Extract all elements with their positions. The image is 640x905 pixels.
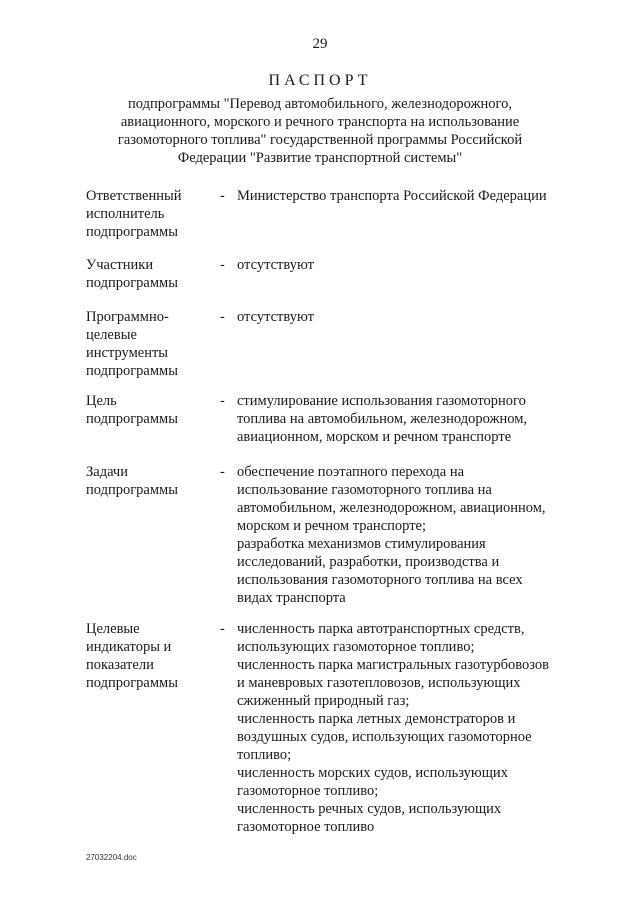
row-label: [86, 256, 216, 292]
value-line: автомобильном, железнодорожном, авиационном,: [237, 500, 546, 516]
label-line: подпрограммы: [86, 482, 178, 498]
row-value: [237, 463, 577, 607]
value-line: авиационном, морском и речном транспорте: [237, 429, 512, 445]
label-line: исполнитель: [86, 206, 165, 222]
value-line: разработка механизмов стимулирования: [237, 536, 486, 552]
value-line: использующих газомоторное топливо;: [237, 639, 475, 655]
value-line: использования газомоторного топлива на всех: [237, 572, 523, 588]
value-line: сжиженный природный газ;: [237, 693, 410, 709]
value-line: исследований, разработки, производства и: [237, 554, 500, 570]
value-line: численность парка летных демонстраторов и: [237, 711, 516, 727]
value-line: численность парка автотранспортных средств,: [237, 621, 525, 637]
value-line: стимулирование использования газомоторного: [237, 393, 526, 409]
row-value: [237, 256, 577, 274]
row-dash: -: [220, 188, 225, 204]
value-line: отсутствуют: [237, 257, 314, 273]
value-line: численность морских судов, использующих: [237, 765, 508, 781]
value-line: численность речных судов, использующих: [237, 801, 502, 817]
row-value: [237, 620, 577, 836]
value-line: обеспечение поэтапного перехода на: [237, 464, 465, 480]
label-line: Участники: [86, 257, 154, 273]
row-value: [237, 187, 577, 205]
row-value: [237, 392, 577, 446]
label-line: подпрограммы: [86, 224, 178, 240]
label-line: подпрограммы: [86, 363, 178, 379]
label-line: индикаторы и: [86, 639, 172, 655]
value-line: морском и речном транспорте;: [237, 518, 426, 534]
label-line: Цель: [86, 393, 117, 409]
label-line: целевые: [86, 327, 137, 343]
row-label: [86, 308, 216, 380]
row-label: [86, 620, 216, 692]
value-line: использование газомоторного топлива на: [237, 482, 492, 498]
label-line: подпрограммы: [86, 275, 178, 291]
value-line: численность парка магистральных газотурбовозов: [237, 657, 549, 673]
value-line: отсутствуют: [237, 309, 314, 325]
row-dash: -: [220, 621, 225, 637]
value-line: топлива на автомобильном, железнодорожном,: [237, 411, 528, 427]
value-line: газомоторное топливо: [237, 819, 375, 835]
label-line: показатели: [86, 657, 154, 673]
document-file-code: 27032204.doc: [86, 853, 137, 862]
row-dash: -: [220, 309, 225, 325]
document-subtitle: подпрограммы "Перевод автомобильного, железнодорожного, авиационного, морского и речного транспорта на использование газомоторного топлива" государственной программы Российской Федерации "Развитие транспортной системы": [117, 96, 523, 166]
row-dash: -: [220, 257, 225, 273]
label-line: инструменты: [86, 345, 169, 361]
value-line: Министерство транспорта Российской Федерации: [237, 188, 547, 204]
label-line: Программно-: [86, 309, 169, 325]
value-line: воздушных судов, использующих газомоторное: [237, 729, 532, 745]
value-line: и маневровых газотепловозов, использующих: [237, 675, 521, 691]
label-line: подпрограммы: [86, 675, 178, 691]
row-label: [86, 187, 216, 241]
value-line: топливо;: [237, 747, 292, 763]
row-dash: -: [220, 464, 225, 480]
value-line: видах транспорта: [237, 590, 346, 606]
label-line: Задачи: [86, 464, 128, 480]
row-label: [86, 463, 216, 499]
value-line: газомоторное топливо;: [237, 783, 379, 799]
label-line: подпрограммы: [86, 411, 178, 427]
row-dash: -: [220, 393, 225, 409]
label-line: Целевые: [86, 621, 140, 637]
row-value: [237, 308, 577, 326]
document-title: ПАСПОРТ: [268, 72, 372, 89]
label-line: Ответственный: [86, 188, 182, 204]
page-number: 29: [312, 36, 328, 52]
row-label: [86, 392, 216, 428]
